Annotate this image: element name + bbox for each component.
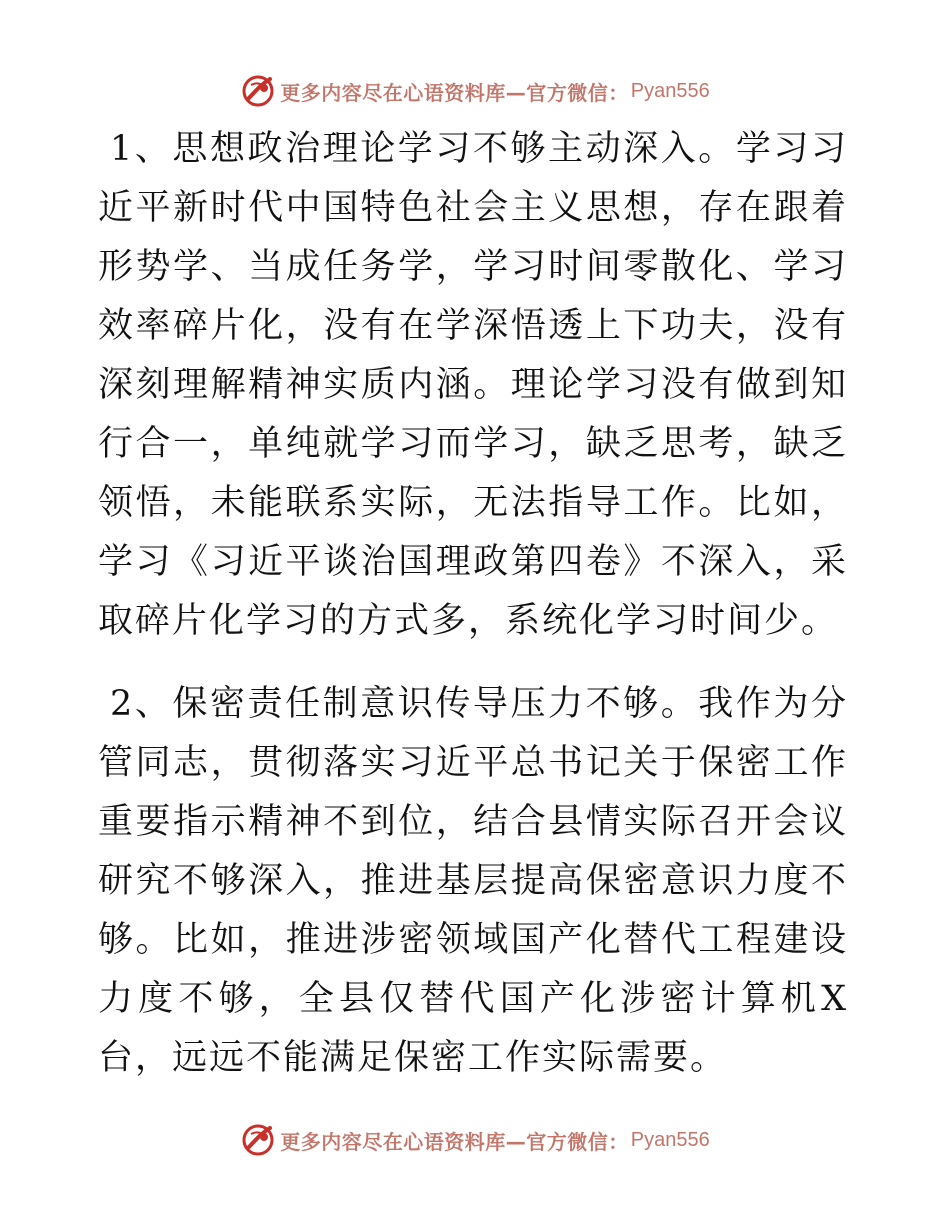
- header-banner: [0, 71, 950, 111]
- header-banner-contact: Pyan556: [630, 79, 710, 102]
- document-body: [98, 120, 848, 1088]
- paragraph-1: 1、思想政治理论学习不够主动深入。学习习近平新时代中国特色社会主义思想，存在跟着形势学、当成任务学，学习时间零散化、学习效率碎片化，没有在学深悟透上下功夫，没有深刻理解精神实质内涵。理论学习没有做到知行合一，单纯就学习而学习，缺乏思考，缺乏领悟，未能联系实际，无法指导工作。比如，学习《习近平谈治国理政第四卷》不深入，采取碎片化学习的方式多，系统化学习时间少。: [98, 129, 848, 641]
- footer-banner: [0, 1120, 950, 1160]
- header-banner-text: 更多内容尽在心语资料库—官方微信：: [280, 80, 629, 105]
- brush-logo-icon: [240, 1122, 276, 1158]
- paragraph-2: 2、保密责任制意识传导压力不够。我作为分管同志，贯彻落实习近平总书记关于保密工作重要指示精神不到位，结合县情实际召开会议研究不够深入，推进基层提高保密意识力度不够。比如，推进涉密领域国产化替代工程建设力度不够，全县仅替代国产化涉密计算机X台，远远不能满足保密工作实际需要。: [98, 684, 848, 1078]
- footer-banner-contact: Pyan556: [630, 1128, 710, 1151]
- footer-banner-text: 更多内容尽在心语资料库—官方微信：: [280, 1129, 629, 1154]
- brush-logo-icon: [240, 73, 276, 109]
